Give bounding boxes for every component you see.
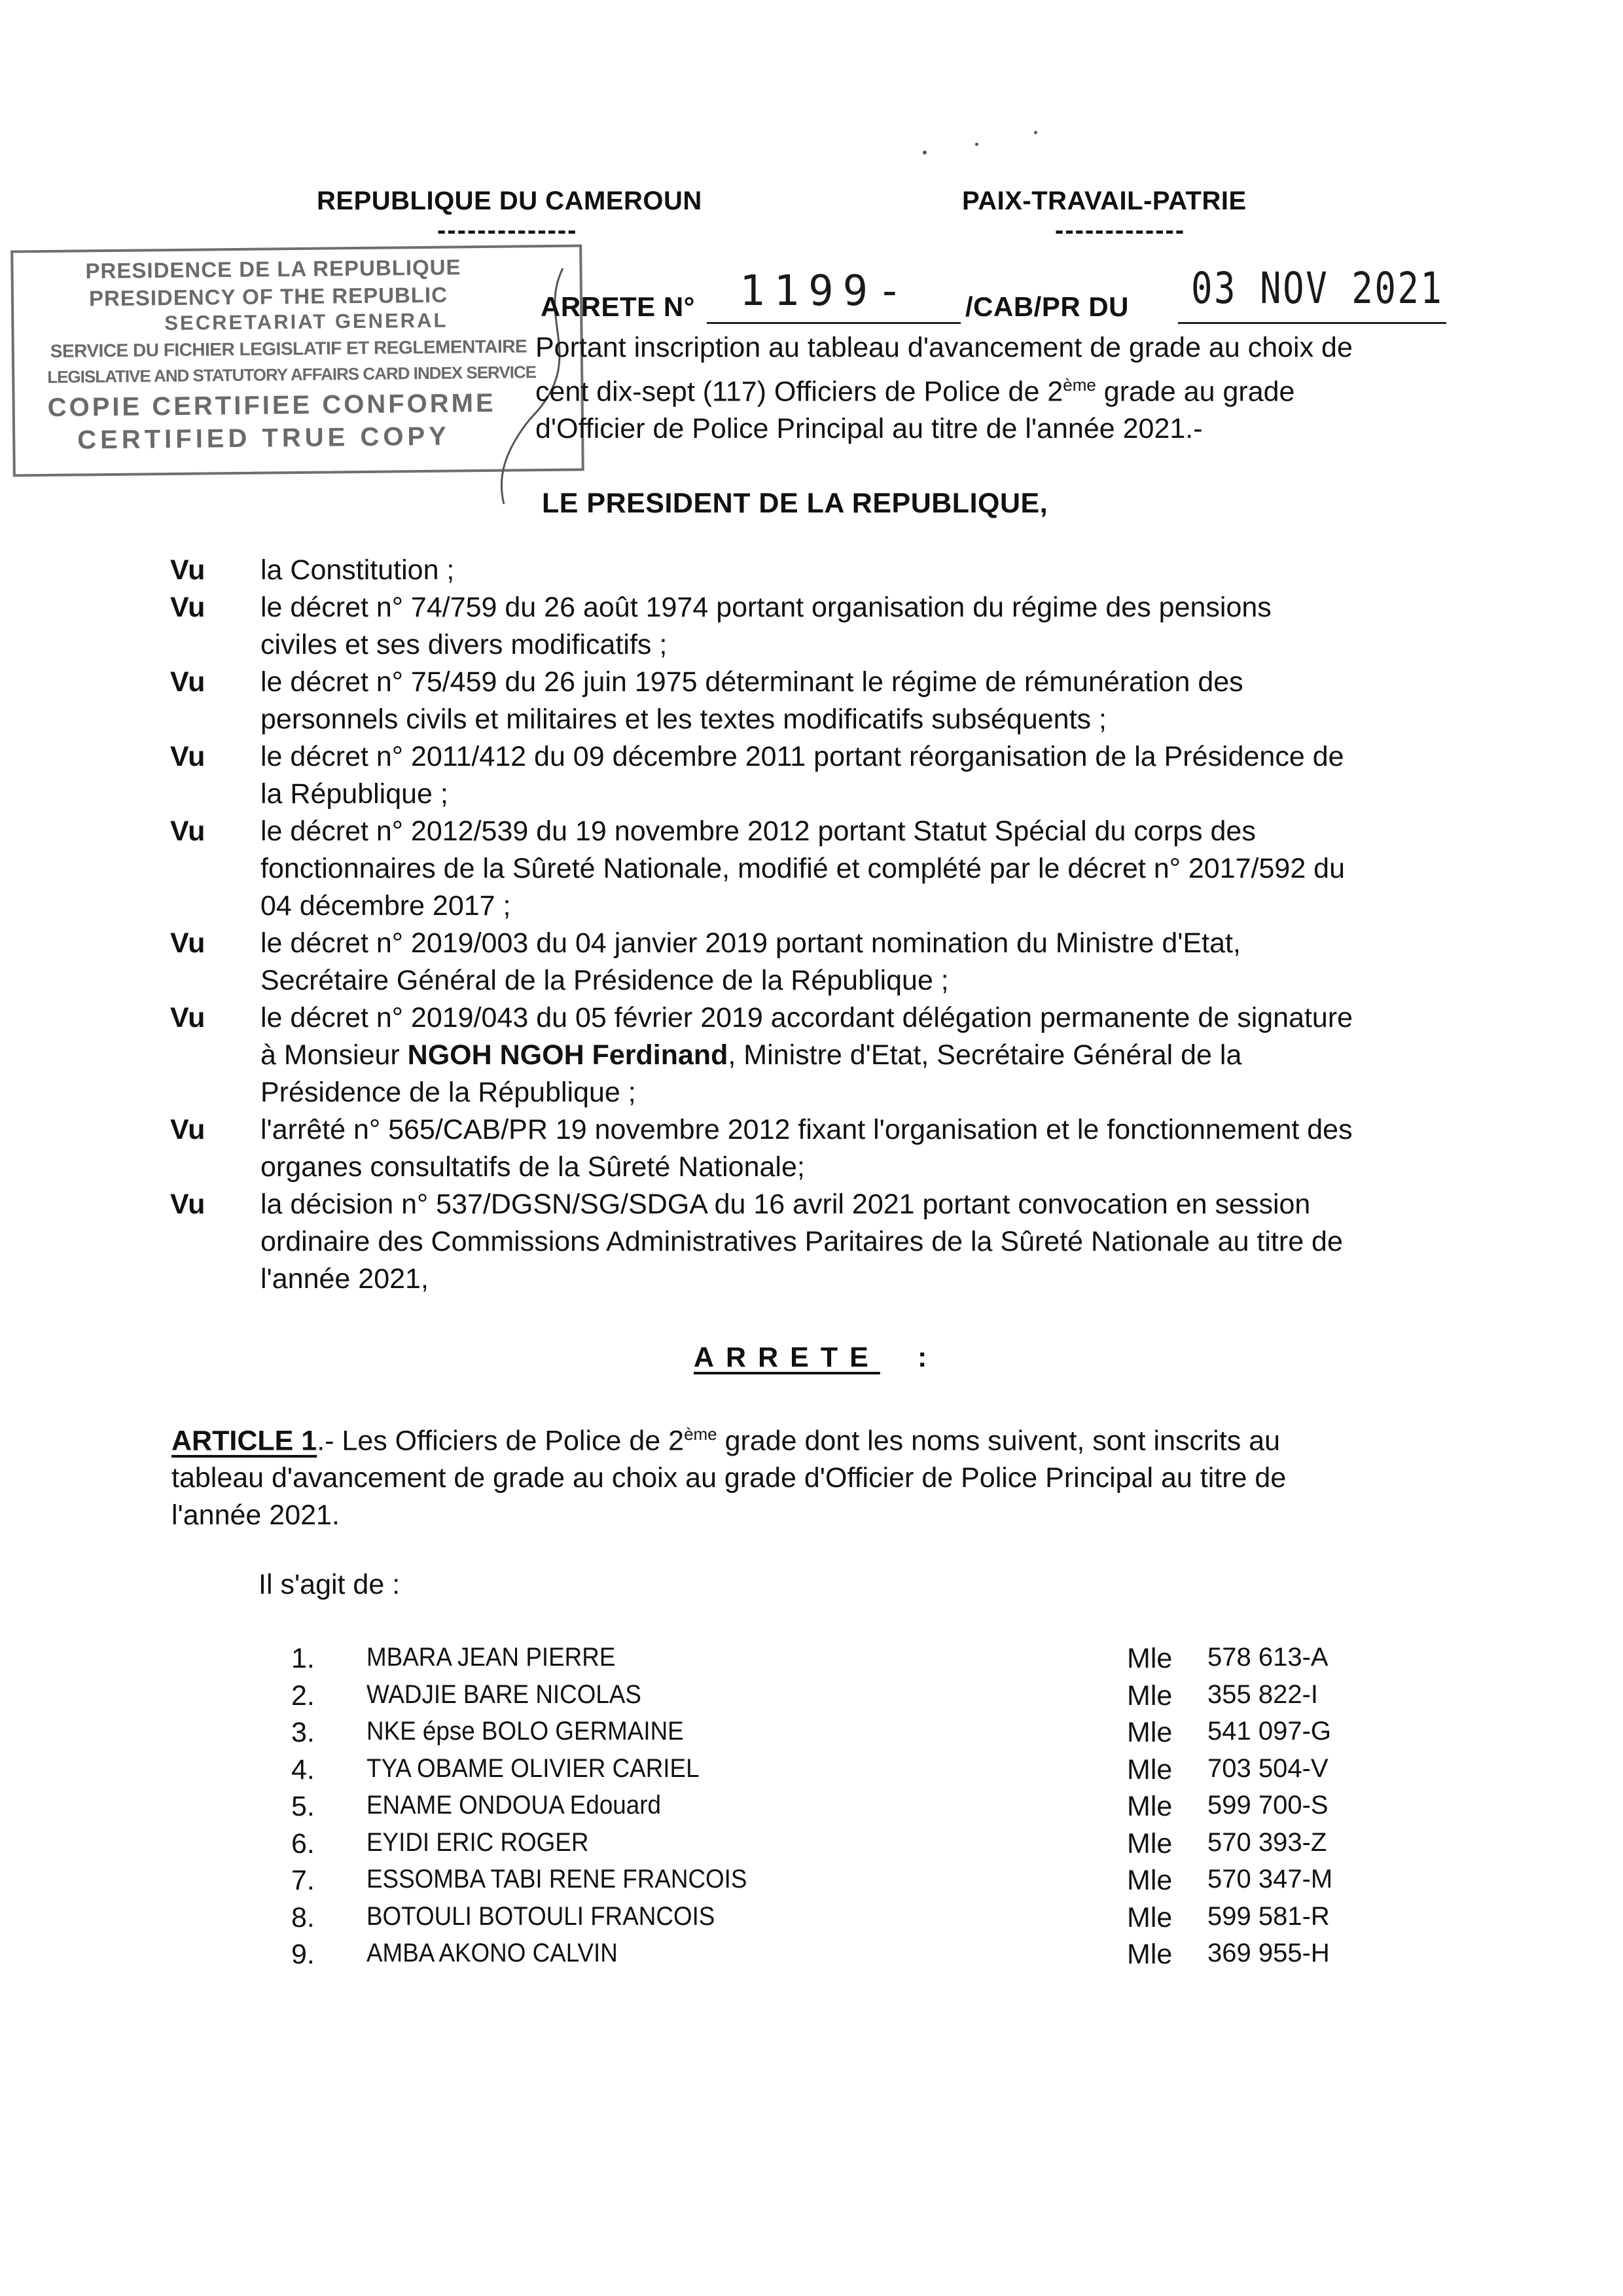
officer-name: ENAME ONDOUA Edouard: [366, 1791, 661, 1820]
officer-number: 9.: [291, 1939, 315, 1970]
officer-row: [0, 1902, 1623, 1939]
visa-line: [260, 1037, 1466, 1074]
officer-row: [0, 1754, 1623, 1791]
country-title-dashes: --------------: [437, 216, 578, 245]
visa-line: civiles et ses divers modificatifs ;: [260, 629, 668, 660]
visa-item: [170, 1111, 1466, 1186]
visa-item: [170, 738, 1466, 813]
mle-label: Mle: [1127, 1791, 1173, 1822]
officers-list: [0, 1643, 1623, 1983]
mle-label: Mle: [1127, 1827, 1173, 1859]
visa-line: personnels civils et militaires et les textes modificatifs subséquents ;: [260, 704, 1107, 735]
officer-number: 4.: [291, 1753, 315, 1785]
visa-text: , Ministre d'Etat, Secrétaire Général de la: [728, 1039, 1242, 1071]
date-underline: [1178, 322, 1446, 324]
visa-line: le décret n° 75/459 du 26 juin 1975 déterminant le régime de rémunération des: [260, 666, 1243, 698]
visa-label: Vu: [170, 592, 205, 623]
visa-item: [170, 925, 1466, 999]
superscript: ème: [684, 1424, 717, 1444]
officer-number: 1.: [291, 1643, 315, 1674]
officer-number: 3.: [291, 1717, 315, 1748]
visa-item: [170, 999, 1466, 1111]
visa-line: fonctionnaires de la Sûreté Nationale, modifié et complété par le décret n° 2017/592 du: [260, 853, 1346, 884]
visa-label: Vu: [170, 666, 205, 698]
visa-line: la République ;: [260, 778, 448, 810]
visa-label: Vu: [170, 741, 205, 772]
article-text: .- Les Officiers de Police de 2: [317, 1425, 685, 1457]
visa-line: le décret n° 2011/412 du 09 décembre 2011 portant réorganisation de la Présidence de: [260, 741, 1344, 772]
minister-name: NGOH NGOH Ferdinand: [407, 1039, 728, 1071]
stamp-line: PRESIDENCY OF THE REPUBLIC: [88, 282, 448, 311]
cab-pr-label: /CAB/PR DU: [965, 291, 1130, 322]
object-line: d'Officier de Police Principal au titre de l'année 2021.-: [535, 413, 1203, 445]
motto-title: PAIX-TRAVAIL-PATRIE: [962, 187, 1247, 215]
visa-text: à Monsieur: [260, 1039, 408, 1071]
officer-matricule: 599 581-R: [1207, 1901, 1330, 1931]
officer-name: AMBA AKONO CALVIN: [366, 1939, 618, 1967]
officer-matricule: 703 504-V: [1207, 1753, 1329, 1783]
visa-line: le décret n° 2019/043 du 05 février 2019 accordant délégation permanente de signature: [260, 1002, 1353, 1033]
article-label: ARTICLE 1: [171, 1425, 317, 1457]
officer-row: [0, 1643, 1623, 1679]
decree-date-stamp: 03 NOV 2021: [1191, 263, 1444, 314]
mle-label: Mle: [1127, 1939, 1173, 1970]
decree-number-handwritten: 1199-: [740, 267, 912, 315]
officer-matricule: 541 097-G: [1207, 1717, 1332, 1746]
officer-matricule: 599 700-S: [1207, 1791, 1329, 1820]
officer-name: NKE épse BOLO GERMAINE: [366, 1717, 684, 1746]
arrete-number-label: ARRETE N°: [541, 291, 695, 322]
visa-line: le décret n° 74/759 du 26 août 1974 portant organisation du régime des pensions: [260, 592, 1272, 623]
visa-line: l'arrêté n° 565/CAB/PR 19 novembre 2012 fixant l'organisation et le fonctionnement des: [260, 1114, 1353, 1145]
object-text: grade au grade: [1096, 376, 1295, 408]
officer-row: [0, 1828, 1623, 1865]
superscript: ème: [1063, 375, 1096, 395]
stamp-line: LEGISLATIVE AND STATUTORY AFFAIRS CARD INDEX SERVICE: [47, 362, 537, 387]
mle-label: Mle: [1127, 1901, 1173, 1933]
visa-line: Présidence de la République ;: [260, 1077, 636, 1108]
mle-label: Mle: [1127, 1753, 1173, 1785]
visa-label: Vu: [170, 1114, 205, 1145]
visa-line: ordinaire des Commissions Administratives Paritaires de la Sûreté Nationale au titre de: [260, 1226, 1343, 1257]
stamp-line: SERVICE DU FICHIER LEGISLATIF ET REGLEMENTAIRE: [50, 336, 527, 361]
officer-name: EYIDI ERIC ROGER: [366, 1827, 589, 1857]
officer-row: [0, 1865, 1623, 1901]
officer-row: [0, 1680, 1623, 1717]
officer-matricule: 570 393-Z: [1207, 1827, 1327, 1857]
visa-item: [170, 552, 1466, 589]
officer-name: WADJIE BARE NICOLAS: [366, 1679, 641, 1709]
stamp-line: COPIE CERTIFIEE CONFORME: [47, 388, 496, 423]
mle-label: Mle: [1127, 1679, 1173, 1712]
number-underline: [707, 322, 961, 324]
article-line: tableau d'avancement de grade au choix au grade d'Officier de Police Principal au titre de: [171, 1462, 1287, 1494]
stamp-line: CERTIFIED TRUE COPY: [77, 422, 451, 455]
officer-matricule: 355 822-I: [1207, 1679, 1319, 1709]
visa-item: [170, 1186, 1466, 1298]
officer-number: 7.: [291, 1865, 315, 1896]
visa-label: Vu: [170, 1189, 205, 1220]
visa-line: le décret n° 2012/539 du 19 novembre 2012 portant Statut Spécial du corps des: [260, 816, 1256, 847]
country-title: REPUBLIQUE DU CAMEROUN: [317, 187, 702, 215]
officer-number: 6.: [291, 1827, 315, 1859]
officer-row: [0, 1717, 1623, 1753]
object-text: cent dix-sept (117) Officiers de Police de 2: [535, 376, 1063, 408]
visa-line: l'année 2021,: [260, 1263, 429, 1295]
visa-line: 04 décembre 2017 ;: [260, 890, 511, 922]
visa-label: Vu: [170, 927, 205, 959]
article-line: l'année 2021.: [171, 1499, 340, 1532]
motto-title-dashes: -------------: [1055, 216, 1186, 245]
object-line: [535, 367, 1466, 410]
object-line: Portant inscription au tableau d'avancement de grade au choix de: [535, 332, 1353, 363]
visa-line: la décision n° 537/DGSN/SG/SDGA du 16 avril 2021 portant convocation en session: [260, 1189, 1311, 1220]
stamp-line: SECRETARIAT GENERAL: [164, 308, 448, 335]
officer-name: MBARA JEAN PIERRE: [366, 1643, 616, 1672]
article-line: [171, 1416, 1466, 1460]
officer-number: 2.: [291, 1679, 315, 1712]
visa-line: Secrétaire Général de la Présidence de la République ;: [260, 965, 949, 996]
officer-matricule: 369 955-H: [1207, 1939, 1330, 1967]
visa-line: le décret n° 2019/003 du 04 janvier 2019 portant nomination du Ministre d'Etat,: [260, 927, 1241, 959]
president-heading: LE PRESIDENT DE LA REPUBLIQUE,: [542, 488, 1048, 519]
officer-name: TYA OBAME OLIVIER CARIEL: [366, 1753, 700, 1783]
visa-item: [170, 664, 1466, 738]
officer-name: ESSOMBA TABI RENE FRANCOIS: [366, 1865, 747, 1893]
visas-list: [170, 552, 1466, 1298]
mle-label: Mle: [1127, 1643, 1173, 1674]
officer-row: [0, 1939, 1623, 1975]
visa-label: Vu: [170, 816, 205, 847]
arrete-heading: ARRETE: [694, 1342, 880, 1373]
decree-object: [535, 329, 1466, 448]
arrete-colon: :: [918, 1342, 927, 1373]
mle-label: Mle: [1127, 1717, 1173, 1748]
visa-label: Vu: [170, 1002, 205, 1033]
officer-matricule: 578 613-A: [1207, 1643, 1329, 1672]
speck-mark: [975, 143, 978, 146]
speck-mark: [923, 151, 927, 154]
mle-label: Mle: [1127, 1865, 1173, 1896]
visa-item: [170, 813, 1466, 925]
il-sagit-de: Il s'agit de :: [259, 1569, 401, 1600]
visa-item: [170, 589, 1466, 664]
article-1: [171, 1416, 1466, 1534]
stamp-line: PRESIDENCE DE LA REPUBLIQUE: [85, 255, 461, 283]
article-text: grade dont les noms suivent, sont inscrits au: [717, 1425, 1281, 1457]
officer-number: 8.: [291, 1901, 315, 1933]
officer-name: BOTOULI BOTOULI FRANCOIS: [366, 1901, 715, 1931]
speck-mark: [1034, 131, 1037, 134]
visa-line: organes consultatifs de la Sûreté Nationale;: [260, 1151, 805, 1183]
officer-matricule: 570 347-M: [1207, 1865, 1333, 1893]
visa-line: la Constitution ;: [260, 554, 455, 586]
visa-label: Vu: [170, 554, 205, 586]
officer-row: [0, 1791, 1623, 1827]
officer-number: 5.: [291, 1791, 315, 1822]
